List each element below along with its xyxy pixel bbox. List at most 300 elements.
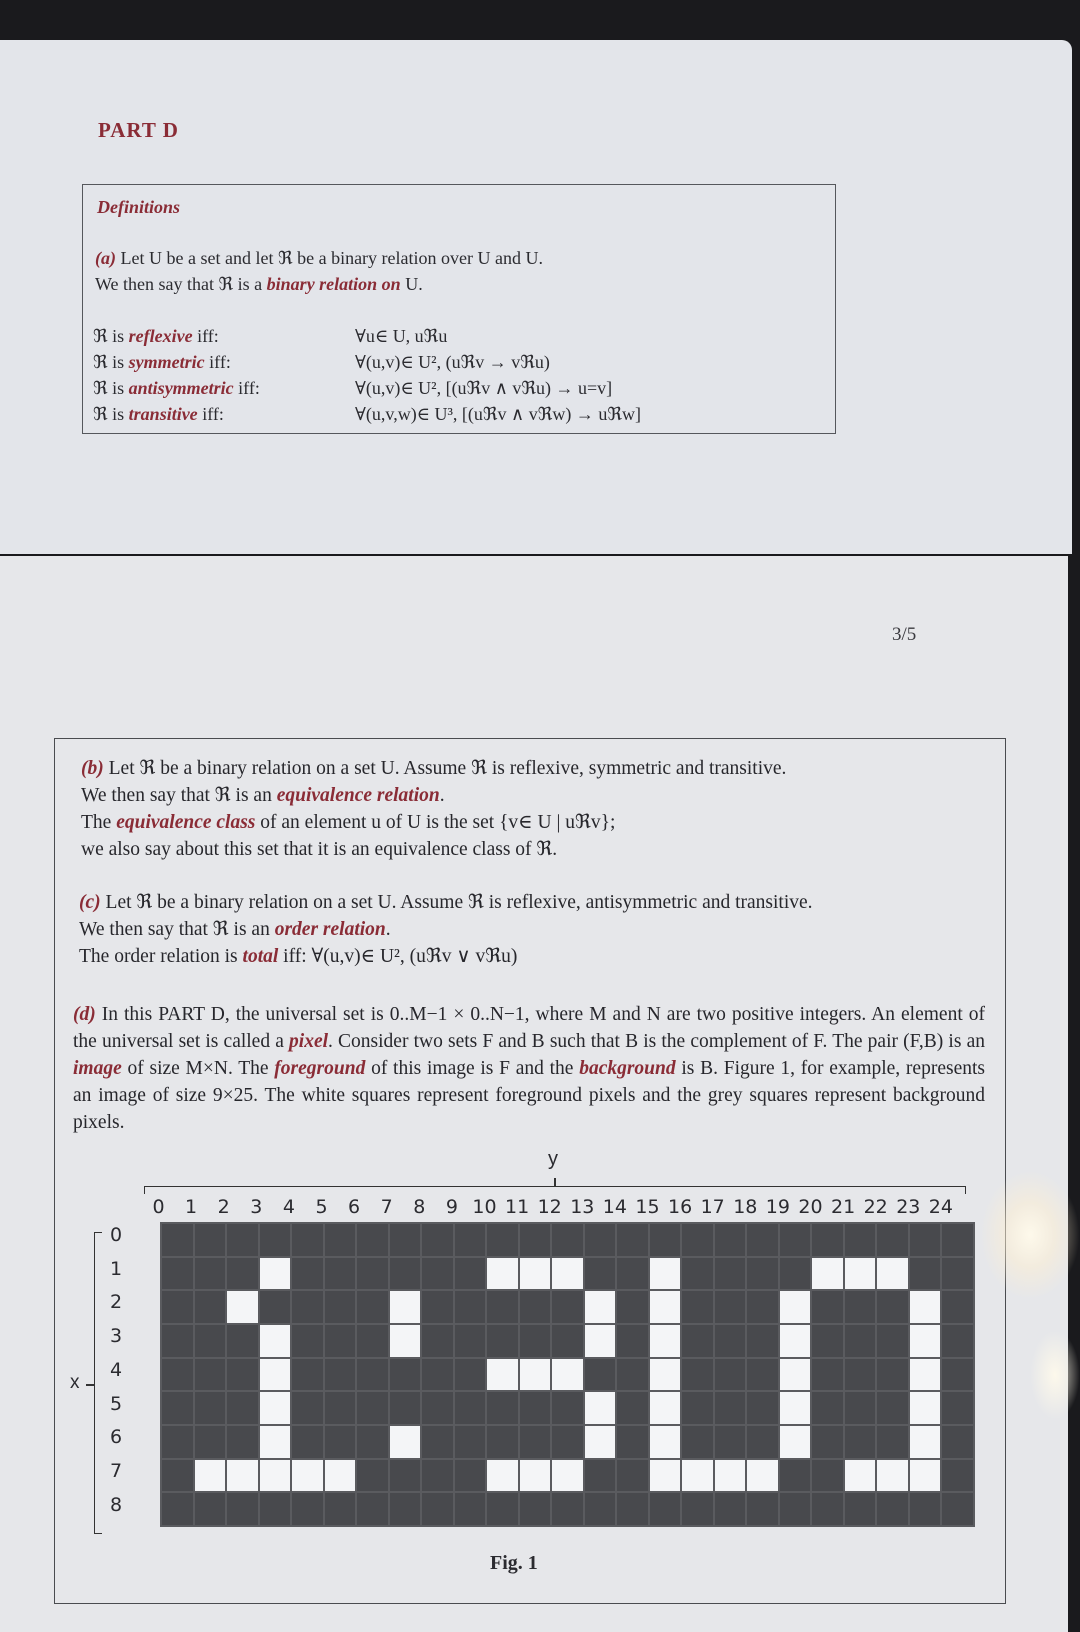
row-label: 1 [109,1257,123,1280]
background-pixel [812,1224,843,1256]
b-line3-pre: The [81,812,117,833]
foreground-pixel [260,1258,291,1290]
background-pixel [715,1325,746,1357]
foreground-pixel [650,1291,681,1323]
background-pixel [325,1359,356,1391]
background-pixel [487,1291,518,1323]
background-pixel [195,1392,226,1424]
background-pixel [715,1224,746,1256]
background-pixel [260,1224,291,1256]
background-pixel [682,1392,713,1424]
background-pixel [325,1426,356,1458]
background-pixel [390,1258,421,1290]
y-axis-label: y [548,1148,558,1170]
b-line2-pre: We then say that ℜ is an [81,785,277,806]
foreground-pixel [520,1460,551,1492]
foreground-pixel [325,1460,356,1492]
foreground-pixel [260,1392,291,1424]
background-pixel [422,1224,453,1256]
background-pixel [357,1493,388,1525]
row-label: 6 [109,1426,123,1449]
background-pixel [747,1493,778,1525]
background-pixel [910,1224,941,1256]
paragraph-d [73,1001,985,1136]
background-pixel [422,1460,453,1492]
c-label: (c) [79,892,101,913]
background-pixel [877,1224,908,1256]
background-pixel [422,1291,453,1323]
background-pixel [357,1258,388,1290]
background-pixel [292,1325,323,1357]
background-pixel [780,1258,811,1290]
background-pixel [877,1291,908,1323]
background-pixel [455,1359,486,1391]
foreground-pixel [910,1426,941,1458]
foreground-pixel [487,1460,518,1492]
background-pixel [617,1392,648,1424]
background-pixel [715,1291,746,1323]
background-pixel [520,1325,551,1357]
foreground-pixel [227,1460,258,1492]
background-pixel [422,1258,453,1290]
background-pixel [942,1359,973,1391]
background-pixel [552,1224,583,1256]
prop-pre: ℜ is [93,378,129,398]
pixel-grid [160,1222,975,1527]
column-label: 13 [570,1196,595,1218]
background-pixel [357,1325,388,1357]
foreground-pixel [260,1359,291,1391]
background-pixel [617,1258,648,1290]
d-text-1: In this PART D, the universal set is 0..M−1 × 0..N−1, where M and N are two positive integers. An element of the universal set is called a [73,1004,985,1052]
column-label: 22 [863,1196,888,1218]
column-label: 11 [505,1196,530,1218]
background-pixel [942,1224,973,1256]
background-pixel [390,1359,421,1391]
foreground-pixel [845,1460,876,1492]
background-pixel [487,1426,518,1458]
foreground-pixel [780,1359,811,1391]
foreground-pixel [650,1359,681,1391]
column-label: 19 [765,1196,790,1218]
symmetric-term: symmetric [128,352,205,372]
background-pixel [325,1325,356,1357]
background-pixel [747,1258,778,1290]
background-pixel [780,1224,811,1256]
background-pixel [812,1359,843,1391]
background-pixel [552,1493,583,1525]
background-pixel [845,1325,876,1357]
property-row [93,375,641,401]
foreground-pixel [260,1325,291,1357]
background-pixel [292,1291,323,1323]
background-pixel [390,1493,421,1525]
background-pixel [227,1325,258,1357]
background-pixel [292,1258,323,1290]
background-pixel [357,1291,388,1323]
column-label: 10 [472,1196,497,1218]
background-pixel [325,1258,356,1290]
background-pixel [812,1460,843,1492]
foreground-pixel [260,1460,291,1492]
background-pixel [845,1426,876,1458]
column-label: 6 [348,1196,361,1218]
background-pixel [325,1291,356,1323]
a-line2-post: U. [400,274,423,294]
foreground-pixel [910,1392,941,1424]
background-pixel [845,1359,876,1391]
background-pixel [942,1291,973,1323]
x-axis-label: x [70,1372,80,1393]
background-pixel [845,1291,876,1323]
background-pixel [845,1493,876,1525]
foreground-pixel [910,1291,941,1323]
background-pixel [455,1493,486,1525]
property-row [93,349,641,375]
transitive-term: transitive [128,404,198,424]
a-label: (a) [95,248,116,268]
foreground-pixel [747,1460,778,1492]
background-pixel [260,1493,291,1525]
foreground-pixel [682,1460,713,1492]
column-label: 0 [152,1196,165,1218]
background-pixel [162,1224,193,1256]
foreground-term: foreground [274,1058,366,1079]
background-pixel [162,1460,193,1492]
foreground-pixel [552,1359,583,1391]
foreground-pixel [910,1460,941,1492]
background-pixel [455,1325,486,1357]
properties-list [93,323,641,427]
foreground-pixel [292,1460,323,1492]
background-pixel [910,1493,941,1525]
total-term: total [242,946,279,967]
background-pixel [195,1224,226,1256]
background-pixel [390,1460,421,1492]
background-pixel [747,1426,778,1458]
background-pixel [325,1224,356,1256]
column-label: 17 [700,1196,725,1218]
background-pixel [325,1493,356,1525]
background-pixel [162,1291,193,1323]
c-line2-post: . [385,919,391,940]
background-pixel [487,1392,518,1424]
background-pixel [422,1325,453,1357]
background-pixel [422,1493,453,1525]
equivalence-relation-term: equivalence relation [276,785,440,806]
background-pixel [942,1392,973,1424]
background-pixel [162,1426,193,1458]
foreground-pixel [845,1258,876,1290]
foreground-pixel [195,1460,226,1492]
background-pixel [877,1426,908,1458]
background-pixel [195,1359,226,1391]
background-pixel [617,1291,648,1323]
column-label: 7 [380,1196,393,1218]
background-pixel [617,1426,648,1458]
background-pixel [585,1224,616,1256]
background-pixel [650,1493,681,1525]
image-term: image [73,1058,122,1079]
background-pixel [747,1224,778,1256]
property-row [93,323,641,349]
column-label: 2 [217,1196,230,1218]
background-pixel [227,1493,258,1525]
background-pixel [780,1493,811,1525]
foreground-pixel [390,1325,421,1357]
background-pixel [552,1426,583,1458]
d-text-4: of this image is F and the [365,1058,580,1079]
foreground-pixel [780,1426,811,1458]
column-label: 14 [602,1196,627,1218]
foreground-pixel [487,1359,518,1391]
background-pixel [715,1258,746,1290]
d-text-3: of size M×N. The [121,1058,275,1079]
reflexive-formula: ∀u∈ U, uℜu [355,326,448,346]
background-pixel [390,1224,421,1256]
background-pixel [195,1291,226,1323]
background-pixel [715,1426,746,1458]
background-pixel [487,1325,518,1357]
definition-a [95,245,543,297]
c-line3-pre: The order relation is [79,946,243,967]
column-label: 24 [928,1196,953,1218]
foreground-pixel [650,1460,681,1492]
x-axis-bracket [94,1232,102,1534]
figure-caption: Fig. 1 [490,1552,538,1574]
a-line1: Let U be a set and let ℜ be a binary relation over U and U. [116,248,543,268]
background-pixel [162,1493,193,1525]
foreground-pixel [585,1325,616,1357]
background-pixel [682,1325,713,1357]
background-pixel [162,1359,193,1391]
row-label: 4 [109,1358,123,1381]
prop-pre: ℜ is [93,352,129,372]
foreground-pixel [585,1426,616,1458]
definitions-heading: Definitions [97,197,181,217]
background-pixel [455,1224,486,1256]
background-pixel [455,1392,486,1424]
background-pixel [520,1291,551,1323]
background-pixel [585,1460,616,1492]
c-line2-pre: We then say that ℜ is an [79,919,275,940]
background-pixel [260,1291,291,1323]
background-pixel [877,1493,908,1525]
background-pixel [617,1493,648,1525]
foreground-pixel [910,1359,941,1391]
foreground-pixel [780,1291,811,1323]
background-pixel [812,1392,843,1424]
background-pixel [812,1325,843,1357]
background-pixel [877,1392,908,1424]
order-relation-term: order relation [274,919,386,940]
background-pixel [715,1493,746,1525]
foreground-pixel [780,1392,811,1424]
background-pixel [520,1426,551,1458]
foreground-pixel [877,1258,908,1290]
background-pixel [942,1426,973,1458]
background-pixel [845,1392,876,1424]
column-label: 5 [315,1196,328,1218]
background-pixel [195,1325,226,1357]
prop-post: iff: [192,326,219,346]
d-label: (d) [73,1004,96,1025]
row-label: 2 [109,1291,123,1314]
y-axis-bracket [144,1186,966,1194]
b-line1: Let ℜ be a binary relation on a set U. Assume ℜ is reflexive, symmetric and transitive. [103,758,787,779]
page-number: 3/5 [892,624,917,645]
background-pixel [910,1258,941,1290]
row-label: 8 [109,1493,123,1516]
background-pixel [942,1460,973,1492]
background-pixel [292,1359,323,1391]
foreground-pixel [877,1460,908,1492]
background-pixel [390,1392,421,1424]
c-line1: Let ℜ be a binary relation on a set U. Assume ℜ is reflexive, antisymmetric and transitive. [100,892,813,913]
background-pixel [227,1426,258,1458]
background-pixel [682,1359,713,1391]
background-pixel [942,1325,973,1357]
prop-post: iff: [197,404,224,424]
background-pixel [162,1325,193,1357]
paragraph-b [81,755,961,863]
equivalence-class-term: equivalence class [116,812,256,833]
background-pixel [455,1291,486,1323]
row-label: 5 [109,1392,123,1415]
background-pixel [162,1392,193,1424]
b-line2-post: . [439,785,445,806]
c-line3-post: iff: ∀(u,v)∈ U², (uℜv ∨ vℜu) [278,946,518,967]
symmetric-formula: ∀(u,v)∈ U², (uℜv → vℜu) [355,352,550,372]
background-pixel [747,1325,778,1357]
background-pixel [520,1392,551,1424]
prop-pre: ℜ is [93,404,129,424]
column-labels [142,1196,974,1220]
foreground-pixel [260,1426,291,1458]
transitive-formula: ∀(u,v,w)∈ U³, [(uℜv ∧ vℜw) → uℜw] [355,404,642,424]
background-term: background [579,1058,676,1079]
foreground-pixel [780,1325,811,1357]
background-pixel [617,1224,648,1256]
background-pixel [747,1291,778,1323]
column-label: 4 [282,1196,295,1218]
part-title: PART D [98,118,179,142]
background-pixel [617,1460,648,1492]
background-pixel [227,1359,258,1391]
background-pixel [650,1224,681,1256]
reflexive-term: reflexive [128,326,193,346]
background-pixel [552,1392,583,1424]
background-pixel [227,1224,258,1256]
background-pixel [325,1392,356,1424]
background-pixel [487,1224,518,1256]
column-label: 1 [185,1196,198,1218]
background-pixel [195,1426,226,1458]
foreground-pixel [227,1291,258,1323]
background-pixel [682,1493,713,1525]
background-pixel [682,1426,713,1458]
background-pixel [520,1224,551,1256]
background-pixel [747,1392,778,1424]
background-pixel [845,1224,876,1256]
background-pixel [682,1258,713,1290]
background-pixel [812,1291,843,1323]
background-pixel [877,1359,908,1391]
foreground-pixel [487,1258,518,1290]
prop-post: iff: [204,352,231,372]
background-pixel [585,1493,616,1525]
foreground-pixel [520,1359,551,1391]
a-line2-pre: We then say that ℜ is a [95,274,267,294]
b-line3-post: of an element u of U is the set {v∈ U | uℜv}; [255,812,616,833]
background-pixel [357,1426,388,1458]
background-pixel [520,1493,551,1525]
background-pixel [455,1258,486,1290]
d-text-5: is B. Figure 1, for example, represents an image of size 9×25. The white squares represent foreground pixels and the grey squares represent background pixels. [73,1058,985,1133]
foreground-pixel [650,1325,681,1357]
paragraph-c [79,889,959,970]
background-pixel [682,1291,713,1323]
background-pixel [227,1392,258,1424]
row-label: 7 [109,1459,123,1482]
column-label: 8 [413,1196,426,1218]
background-pixel [715,1392,746,1424]
foreground-pixel [552,1258,583,1290]
row-label: 3 [109,1325,123,1348]
background-pixel [552,1291,583,1323]
foreground-pixel [715,1460,746,1492]
column-label: 20 [798,1196,823,1218]
foreground-pixel [650,1258,681,1290]
foreground-pixel [390,1291,421,1323]
foreground-pixel [520,1258,551,1290]
background-pixel [780,1460,811,1492]
prop-post: iff: [233,378,260,398]
background-pixel [227,1258,258,1290]
column-label: 12 [537,1196,562,1218]
background-pixel [292,1392,323,1424]
column-label: 21 [831,1196,856,1218]
background-pixel [617,1359,648,1391]
background-pixel [487,1493,518,1525]
background-pixel [357,1460,388,1492]
background-pixel [292,1493,323,1525]
background-pixel [195,1258,226,1290]
background-pixel [942,1493,973,1525]
binary-relation-term: binary relation on [266,274,401,294]
column-label: 18 [733,1196,758,1218]
background-pixel [715,1359,746,1391]
column-label: 15 [635,1196,660,1218]
pixel-term: pixel [289,1031,329,1052]
background-pixel [292,1224,323,1256]
background-pixel [455,1426,486,1458]
foreground-pixel [585,1291,616,1323]
row-label: 0 [109,1224,123,1246]
background-pixel [585,1359,616,1391]
background-pixel [942,1258,973,1290]
d-text-2: . Consider two sets F and B such that B is the complement of F. The pair (F,B) is an [328,1031,985,1052]
background-pixel [162,1258,193,1290]
background-pixel [357,1392,388,1424]
column-label: 3 [250,1196,263,1218]
background-pixel [812,1493,843,1525]
background-pixel [812,1426,843,1458]
foreground-pixel [585,1392,616,1424]
foreground-pixel [650,1392,681,1424]
antisymmetric-formula: ∀(u,v)∈ U², [(uℜv ∧ vℜu) → u=v] [355,378,613,398]
background-pixel [455,1460,486,1492]
